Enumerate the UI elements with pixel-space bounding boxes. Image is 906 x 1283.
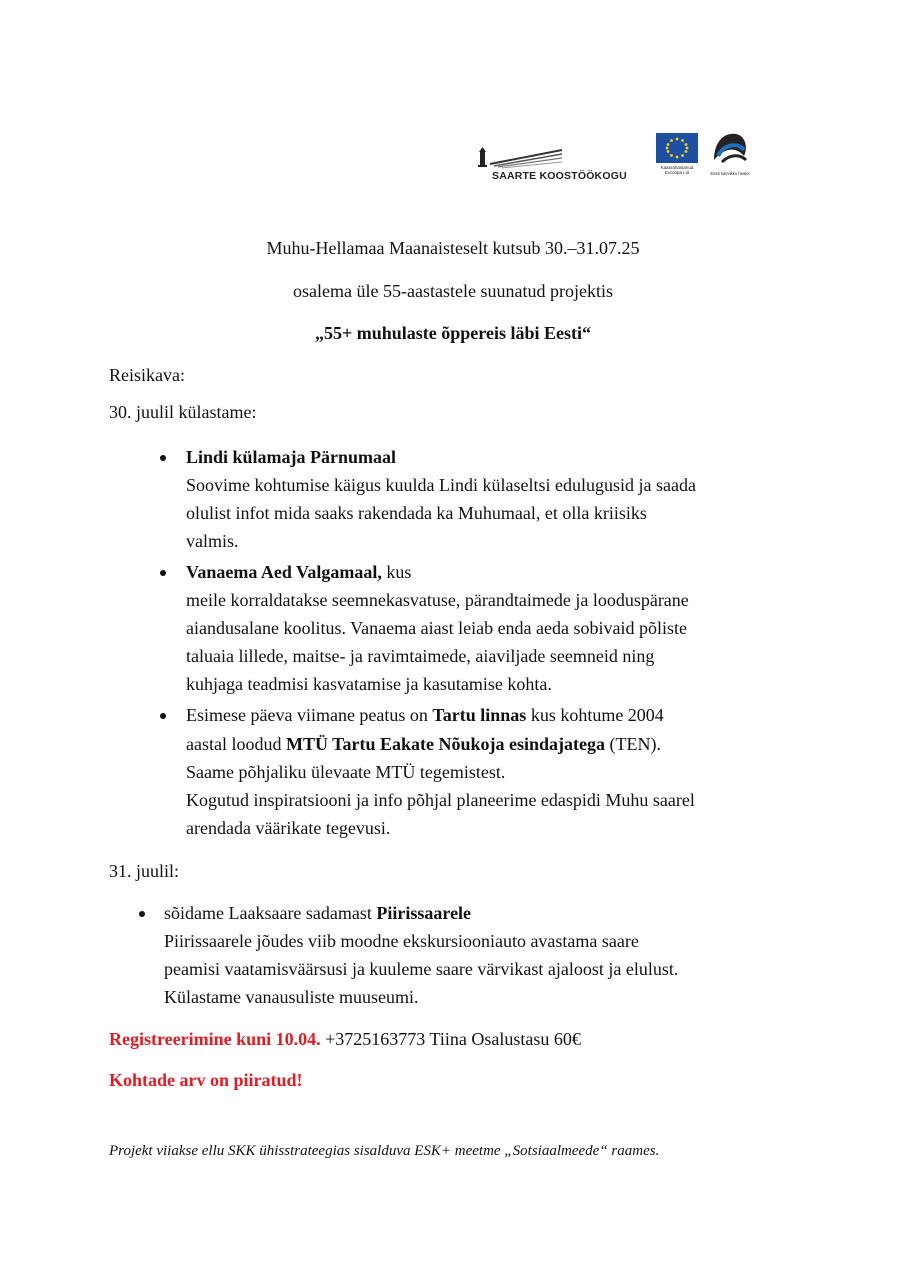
item-text: olulist infot mida saaks rakendada ka Muhumaal, et olla kriisiks: [186, 503, 647, 523]
item-text: [164, 899, 471, 928]
eu-logo: [656, 133, 698, 181]
text-segment: aastal loodud: [186, 734, 286, 754]
project-title: „55+ muhulaste õppereis läbi Eesti“: [315, 323, 591, 343]
eu-logo-caption: Kaasrahastanud Euroopa Liit: [660, 165, 694, 175]
registration-contact: +3725163773 Tiina Osalustasu 60€: [320, 1029, 581, 1049]
limited-spots-notice: Kohtade arv on piiratud!: [109, 1070, 303, 1090]
item-text: Piirissaarele jõudes viib moodne ekskursiooniauto avastama saare: [164, 931, 639, 951]
saarte-koostookogu-logo: [476, 146, 646, 182]
bullet-icon: [139, 911, 145, 917]
item-title-rest: kus: [381, 562, 412, 582]
item-text: Soovime kohtumise käigus kuulda Lindi külaseltsi edulugusid ja saada: [186, 475, 696, 495]
place-name: Piirissaarele: [376, 903, 472, 923]
invitation-line: Muhu-Hellamaa Maanaisteselt kutsub 30.–31.07.25: [266, 238, 640, 258]
saarte-logo-text: SAARTE KOOSTÖÖKOGU: [492, 170, 627, 182]
item-text: [186, 730, 661, 759]
item-title: Lindi külamaja Pärnumaal: [186, 447, 397, 467]
item-text: [186, 701, 664, 730]
text-segment: (TEN).: [605, 734, 661, 754]
bullet-icon: [160, 570, 166, 576]
item-text: peamisi vaatamisväärsusi ja kuuleme saare värvikast ajaloost ja elulust.: [164, 959, 679, 979]
registration-deadline: Registreerimine kuni 10.04.: [109, 1029, 321, 1049]
estonia-logo: [710, 130, 750, 182]
item-text: arendada väärikate tegevusi.: [186, 818, 391, 838]
item-text: kuhjaga teadmisi kasvatamise ja kasutamise kohta.: [186, 674, 552, 694]
logo-bar: [476, 128, 766, 186]
bullet-icon: [160, 713, 166, 719]
text-segment: sõidame Laaksaare sadamast: [164, 903, 377, 923]
estonia-flag-icon: [710, 130, 750, 166]
text-segment: kus kohtume 2004: [526, 705, 664, 725]
eu-flag-icon: [656, 133, 698, 163]
item-text: valmis.: [186, 531, 239, 551]
item-heading: [186, 558, 411, 587]
item-text: Saame põhjaliku ülevaate MTÜ tegemistest.: [186, 762, 506, 782]
organization-name: MTÜ Tartu Eakate Nõukoja esindajatega: [285, 734, 606, 754]
item-text: meile korraldatakse seemnekasvatuse, pärandtaimede ja looduspärane: [186, 590, 689, 610]
footer-note: Projekt viiakse ellu SKK ühisstrateegias sisalduva ESK+ meetme „Sotsiaalmeede“ raames.: [109, 1143, 660, 1159]
item-text: taluaia lillede, maitse- ja ravimtaimede, aiaviljade seemneid ning: [186, 646, 655, 666]
registration-line: [109, 1025, 581, 1054]
estonia-logo-caption: Eesti tulevikku heaks: [710, 171, 750, 176]
item-title: Vanaema Aed Valgamaal,: [186, 562, 382, 582]
lighthouse-icon: [476, 146, 566, 170]
day2-label: 31. juulil:: [109, 861, 180, 881]
item-text: Kogutud inspiratsiooni ja info põhjal planeerime edaspidi Muhu saarel: [186, 790, 695, 810]
item-text: Külastame vanausuliste muuseumi.: [164, 987, 419, 1007]
day1-label: 30. juulil külastame:: [109, 402, 257, 422]
item-text: aiandusalane koolitus. Vanaema aiast leiab enda aeda sobivaid põliste: [186, 618, 688, 638]
invitation-subline: osalema üle 55-aastastele suunatud projektis: [293, 281, 613, 301]
text-segment: Esimese päeva viimane peatus on: [186, 705, 433, 725]
itinerary-label: Reisikava:: [109, 365, 185, 385]
bullet-icon: [160, 455, 166, 461]
place-name: Tartu linnas: [432, 705, 527, 725]
